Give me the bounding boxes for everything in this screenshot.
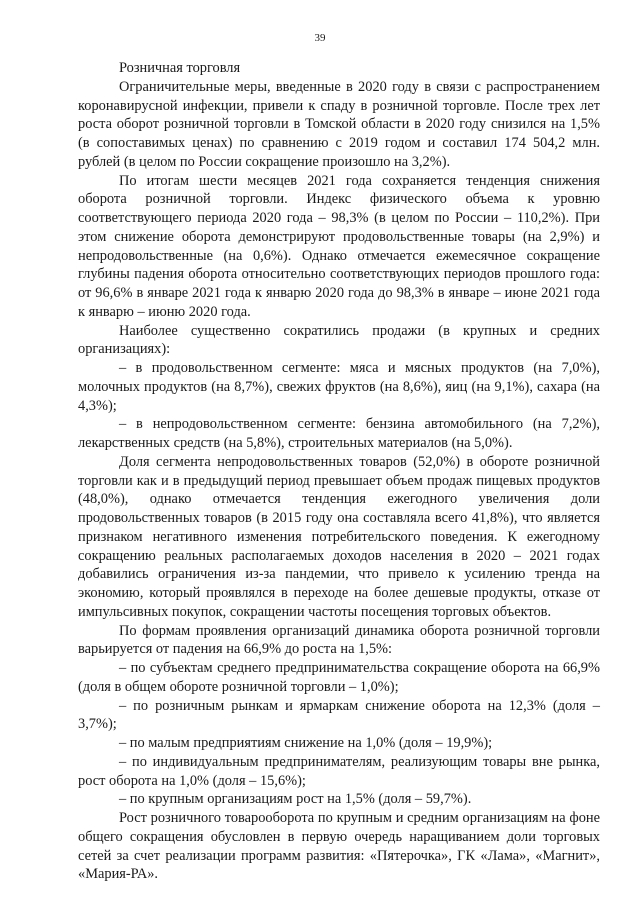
list-item-medium-business: – по субъектам среднего предпринимательства сокращение оборота на 66,9% (доля в общем обороте розничной торговли – 1,0%); bbox=[78, 660, 600, 695]
document-body bbox=[78, 59, 600, 884]
paragraph-restrictions-impact: Ограничительные меры, введенные в 2020 году в связи с распространением коронавирусной инфекции, привели к спаду в розничной торговле. После трех лет роста оборот розничной торговли в Томской области в 2020 году снизился на 1,5% (в сопоставимых ценах) по сравнению с 2019 годом и составил 174 504,2 млн. рублей (в целом по России сокращение произошло на 3,2%). bbox=[78, 78, 600, 170]
paragraph-nonfood-share: Доля сегмента непродовольственных товаров (52,0%) в обороте розничной торговли как и в предыдущий период превышает объем продаж пищевых продуктов (48,0%), однако отмечается тенденция ежегодного увеличения доли продовольственных товаров (в 2015 году она составляла всего 41,8%), что является признаком негативного изменения потребительского поведения. К ежегодному сокращению реальных располагаемых доходов населения в 2020 – 2021 годах добавились ограничения из-за пандемии, что привело к усилению тренда на экономию, который проявлялся в переходе на более дешевые продукты, отказе от импульсивных покупок, сокращении частоты посещения торговых объектов. bbox=[78, 453, 600, 620]
page-number: 39 bbox=[314, 32, 326, 44]
list-item-large-organizations: – по крупным организациям рост на 1,5% (доля – 59,7%). bbox=[119, 791, 472, 808]
list-item-food-segment: – в продовольственном сегменте: мяса и мясных продуктов (на 7,0%), молочных продуктов (на 8,7%), свежих фруктов (на 8,6%), яиц (на 9,1%), сахара (на 4,3%); bbox=[78, 360, 600, 414]
paragraph-organization-forms-intro: По формам проявления организаций динамика оборота розничной торговли варьируется от падения на 66,9% до роста на 1,5%: bbox=[78, 622, 600, 658]
paragraph-six-month-results: По итогам шести месяцев 2021 года сохраняется тенденция снижения оборота розничной торговли. Индекс физического объема к уровню соответствующего периода 2020 года – 98,3% (в целом по России – 110,2%). При этом снижение оборота демонстрируют продовольственные товары (на 2,9%) и непродовольственные (на 0,6%). Однако отмечается ежемесячное сокращение глубины падения оборота относительно соответствующих периодов прошлого года: от 96,6% в январе 2021 года к январю 2020 года до 98,3% в январе – июне 2021 года к январю – июню 2020 года. bbox=[78, 172, 600, 320]
section-title: Розничная торговля bbox=[119, 60, 241, 76]
paragraph-retail-chains-growth: Рост розничного товарооборота по крупным и средним организациям на фоне общего сокращения обусловлен в первую очередь наращиванием доли торговых сетей за счет реализации программ развития: «Пятерочка», ГК «Лама», «Магнит», «Мария-РА». bbox=[78, 810, 600, 883]
list-item-retail-markets: – по розничным рынкам и ярмаркам снижение оборота на 12,3% (доля – 3,7%); bbox=[78, 697, 600, 733]
paragraph-sales-decline-intro: Наиболее существенно сократились продажи (в крупных и средних организациях): bbox=[78, 322, 600, 358]
list-item-individual-entrepreneurs: – по индивидуальным предпринимателям, реализующим товары вне рынка, рост оборота на 1,0% (доля – 15,6%); bbox=[78, 753, 600, 789]
list-item-nonfood-segment: – в непродовольственном сегменте: бензина автомобильного (на 7,2%), лекарственных средств (на 5,8%), строительных материалов (на 5,0%). bbox=[78, 416, 600, 451]
list-item-small-enterprises: – по малым предприятиям снижение на 1,0% (доля – 19,9%); bbox=[119, 735, 493, 751]
